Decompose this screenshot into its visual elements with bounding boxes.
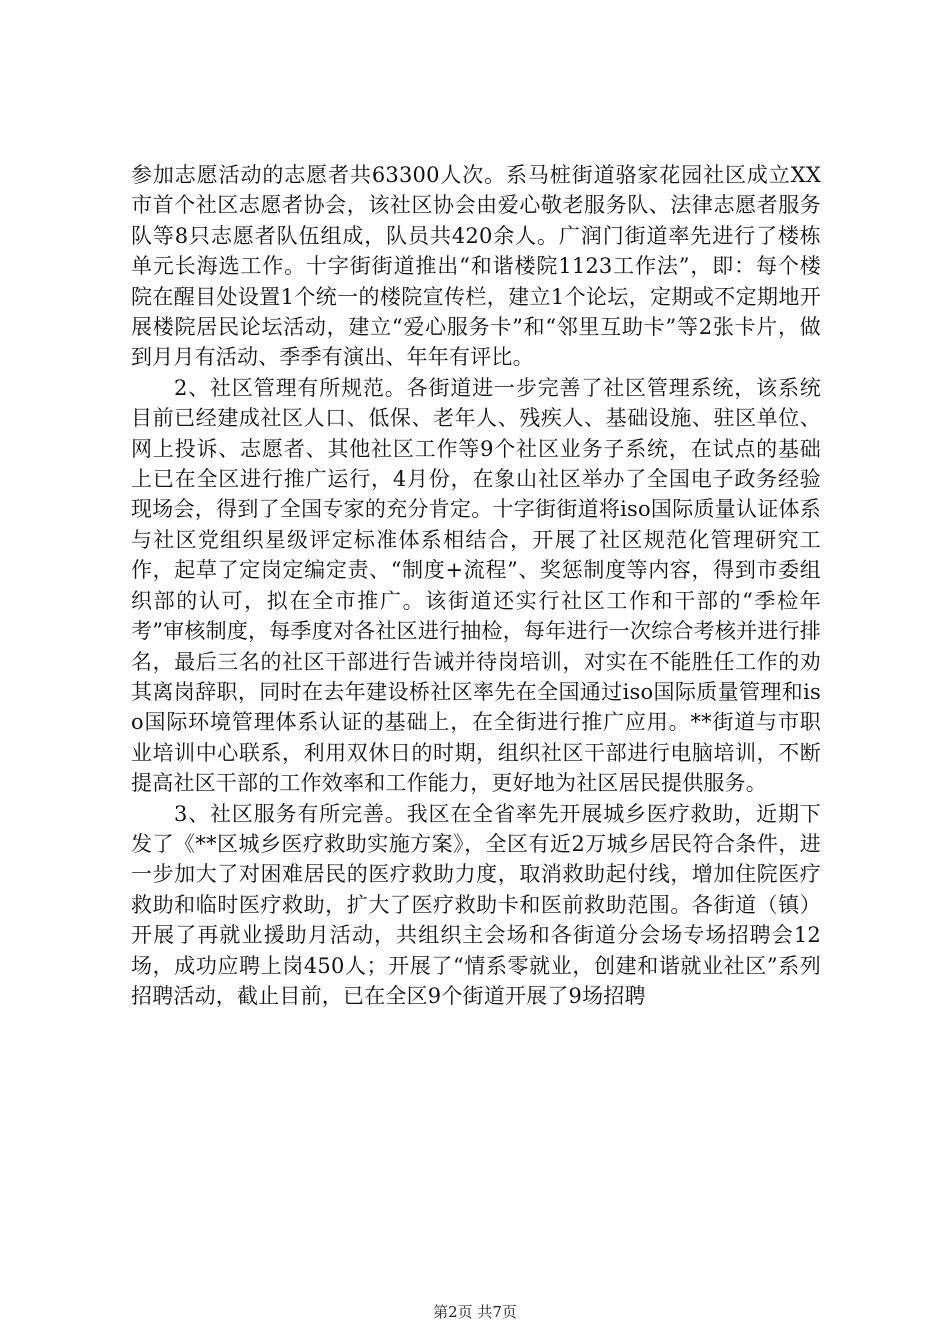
page-number-footer: 第2页 共7页 (433, 1303, 517, 1321)
document-body (131, 160, 821, 1011)
paragraph-community-service: 3、社区服务有所完善。我区在全省率先开展城乡医疗救助，近期下发了《**区城乡医疗救助实施方案》，全区有近2万城乡居民符合条件，进一步加大了对困难居民的医疗救助力度，取消救助起付线，增加住院医疗救助和临时医疗救助，扩大了医疗救助卡和医前救助范围。各街道（镇）开展了再就业援助月活动，共组织主会场和各街道分会场专场招聘会12场，成功应聘上岗450人；开展了“情系零就业，创建和谐就业社区”系列招聘活动，截止目前，已在全区9个街道开展了9场招聘 (131, 801, 821, 1008)
paragraph-community-management: 2、社区管理有所规范。各街道进一步完善了社区管理系统，该系统目前已经建成社区人口、低保、老年人、残疾人、基础设施、驻区单位、网上投诉、志愿者、其他社区工作等9个社区业务子系统，在试点的基础上已在全区进行推广运行，4月份，在象山社区举办了全国电子政务经验现场会，得到了全国专家的充分肯定。十字街街道将iso国际质量认证体系与社区党组织星级评定标准体系相结合，开展了社区规范化管理研究工作，起草了定岗定编定责、“制度+流程”、奖惩制度等内容，得到市委组织部的认可，拟在全市推广。该街道还实行社区工作和干部的“季检年考”审核制度，每季度对各社区进行抽检，每年进行一次综合考核并进行排名，最后三名的社区干部进行告诫并待岗培训，对实在不能胜任工作的劝其离岗辞职，同时在去年建设桥社区率先在全国通过iso国际质量管理和iso国际环境管理体系认证的基础上，在全街进行推广应用。**街道与市职业培训中心联系，利用双休日的时期，组织社区干部进行电脑培训，不断提高社区干部的工作效率和工作能力，更好地为社区居民提供服务。 (131, 375, 821, 796)
paragraph-continuation: 参加志愿活动的志愿者共63300人次。系马桩街道骆家花园社区成立XX市首个社区志愿者协会，该社区协会由爱心敬老服务队、法律志愿者服务队等8只志愿者队伍组成，队员共420余人。广润门街道率先进行了楼栋单元长海选工作。十字街街道推出“和谐楼院1123工作法”，即：每个楼院在醒目处设置1个统一的楼院宣传栏，建立1个论坛，定期或不定期地开展楼院居民论坛活动，建立“爱心服务卡”和“邻里互助卡”等2张卡片，做到月月有活动、季季有演出、年年有评比。 (131, 163, 821, 370)
